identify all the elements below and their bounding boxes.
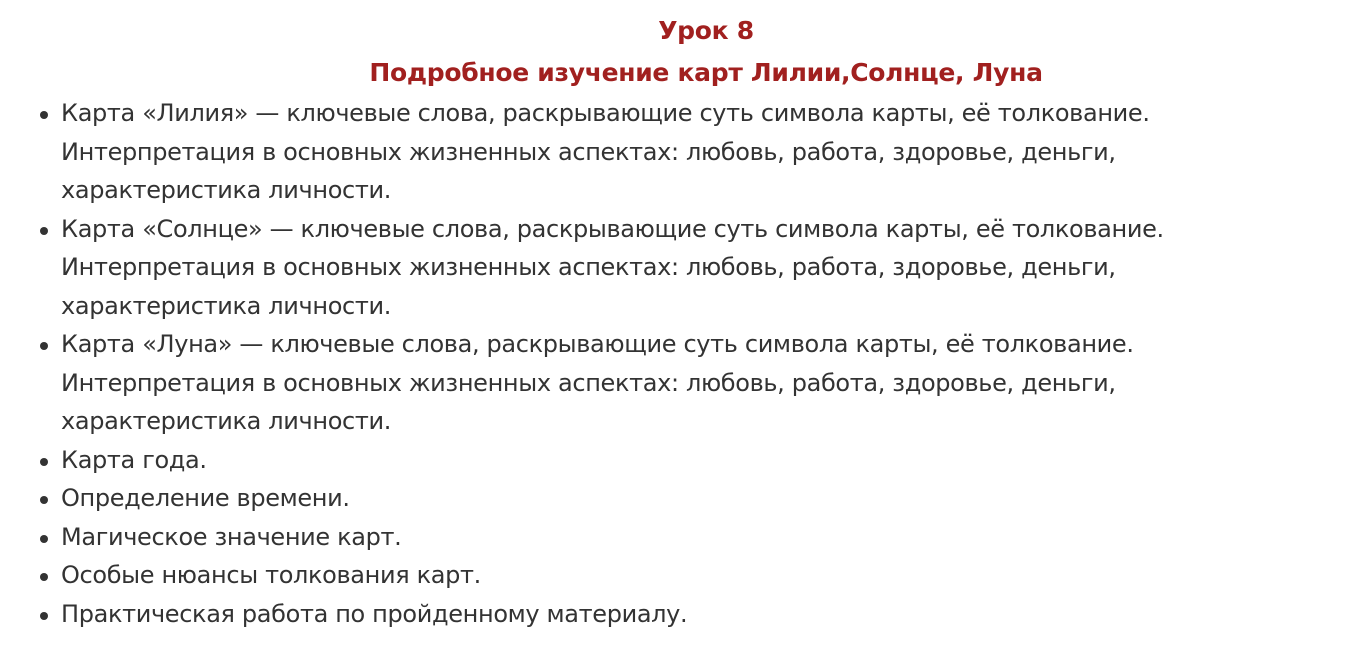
list-item-line: характеристика личности. <box>61 176 392 204</box>
list-item-line: Карта «Лилия» — ключевые слова, раскрывающие суть символа карты, её толкование. <box>61 99 1150 127</box>
list-item-sun-card <box>0 210 1340 326</box>
list-item-line: Интерпретация в основных жизненных аспектах: любовь, работа, здоровье, деньги, <box>61 253 1116 281</box>
list-item-magic-meaning <box>0 518 1340 557</box>
list-item-year-card <box>0 441 1340 480</box>
lesson-topics-list <box>0 94 1340 633</box>
bullet-dot-icon <box>40 612 48 620</box>
list-item-practical-work <box>0 595 1340 634</box>
list-item-line: Карта года. <box>61 445 207 474</box>
list-item-line: характеристика личности. <box>61 291 392 320</box>
list-item-line: Карта «Солнце» — ключевые слова, раскрывающие суть символа карты, её толкование. <box>61 214 1164 243</box>
bullet-dot-icon <box>40 535 48 543</box>
bullet-dot-icon <box>40 573 48 581</box>
bullet-dot-icon <box>40 342 48 350</box>
list-item-time-definition <box>0 479 1340 518</box>
list-item-line: Определение времени. <box>61 484 350 512</box>
bullet-dot-icon <box>40 496 48 504</box>
list-item-moon-card <box>0 325 1340 441</box>
list-item-line: Карта «Луна» — ключевые слова, раскрывающие суть символа карты, её толкование. <box>61 330 1134 358</box>
list-item-line: Магическое значение карт. <box>61 522 402 551</box>
bullet-dot-icon <box>40 458 48 466</box>
list-item-line: Интерпретация в основных жизненных аспектах: любовь, работа, здоровье, деньги, <box>61 368 1116 397</box>
lesson-number-heading: Урок 8 <box>658 16 754 45</box>
list-item-line: Практическая работа по пройденному материалу. <box>61 599 688 628</box>
list-item-line: характеристика личности. <box>61 407 392 435</box>
list-item-interpretation-nuances <box>0 556 1340 595</box>
list-item-lily-card <box>0 94 1340 210</box>
bullet-dot-icon <box>40 227 48 235</box>
bullet-dot-icon <box>40 111 48 119</box>
list-item-line: Интерпретация в основных жизненных аспектах: любовь, работа, здоровье, деньги, <box>61 137 1116 166</box>
list-item-line: Особые нюансы толкования карт. <box>61 561 481 589</box>
lesson-title-heading: Подробное изучение карт Лилии,Солнце, Луна <box>369 58 1043 87</box>
